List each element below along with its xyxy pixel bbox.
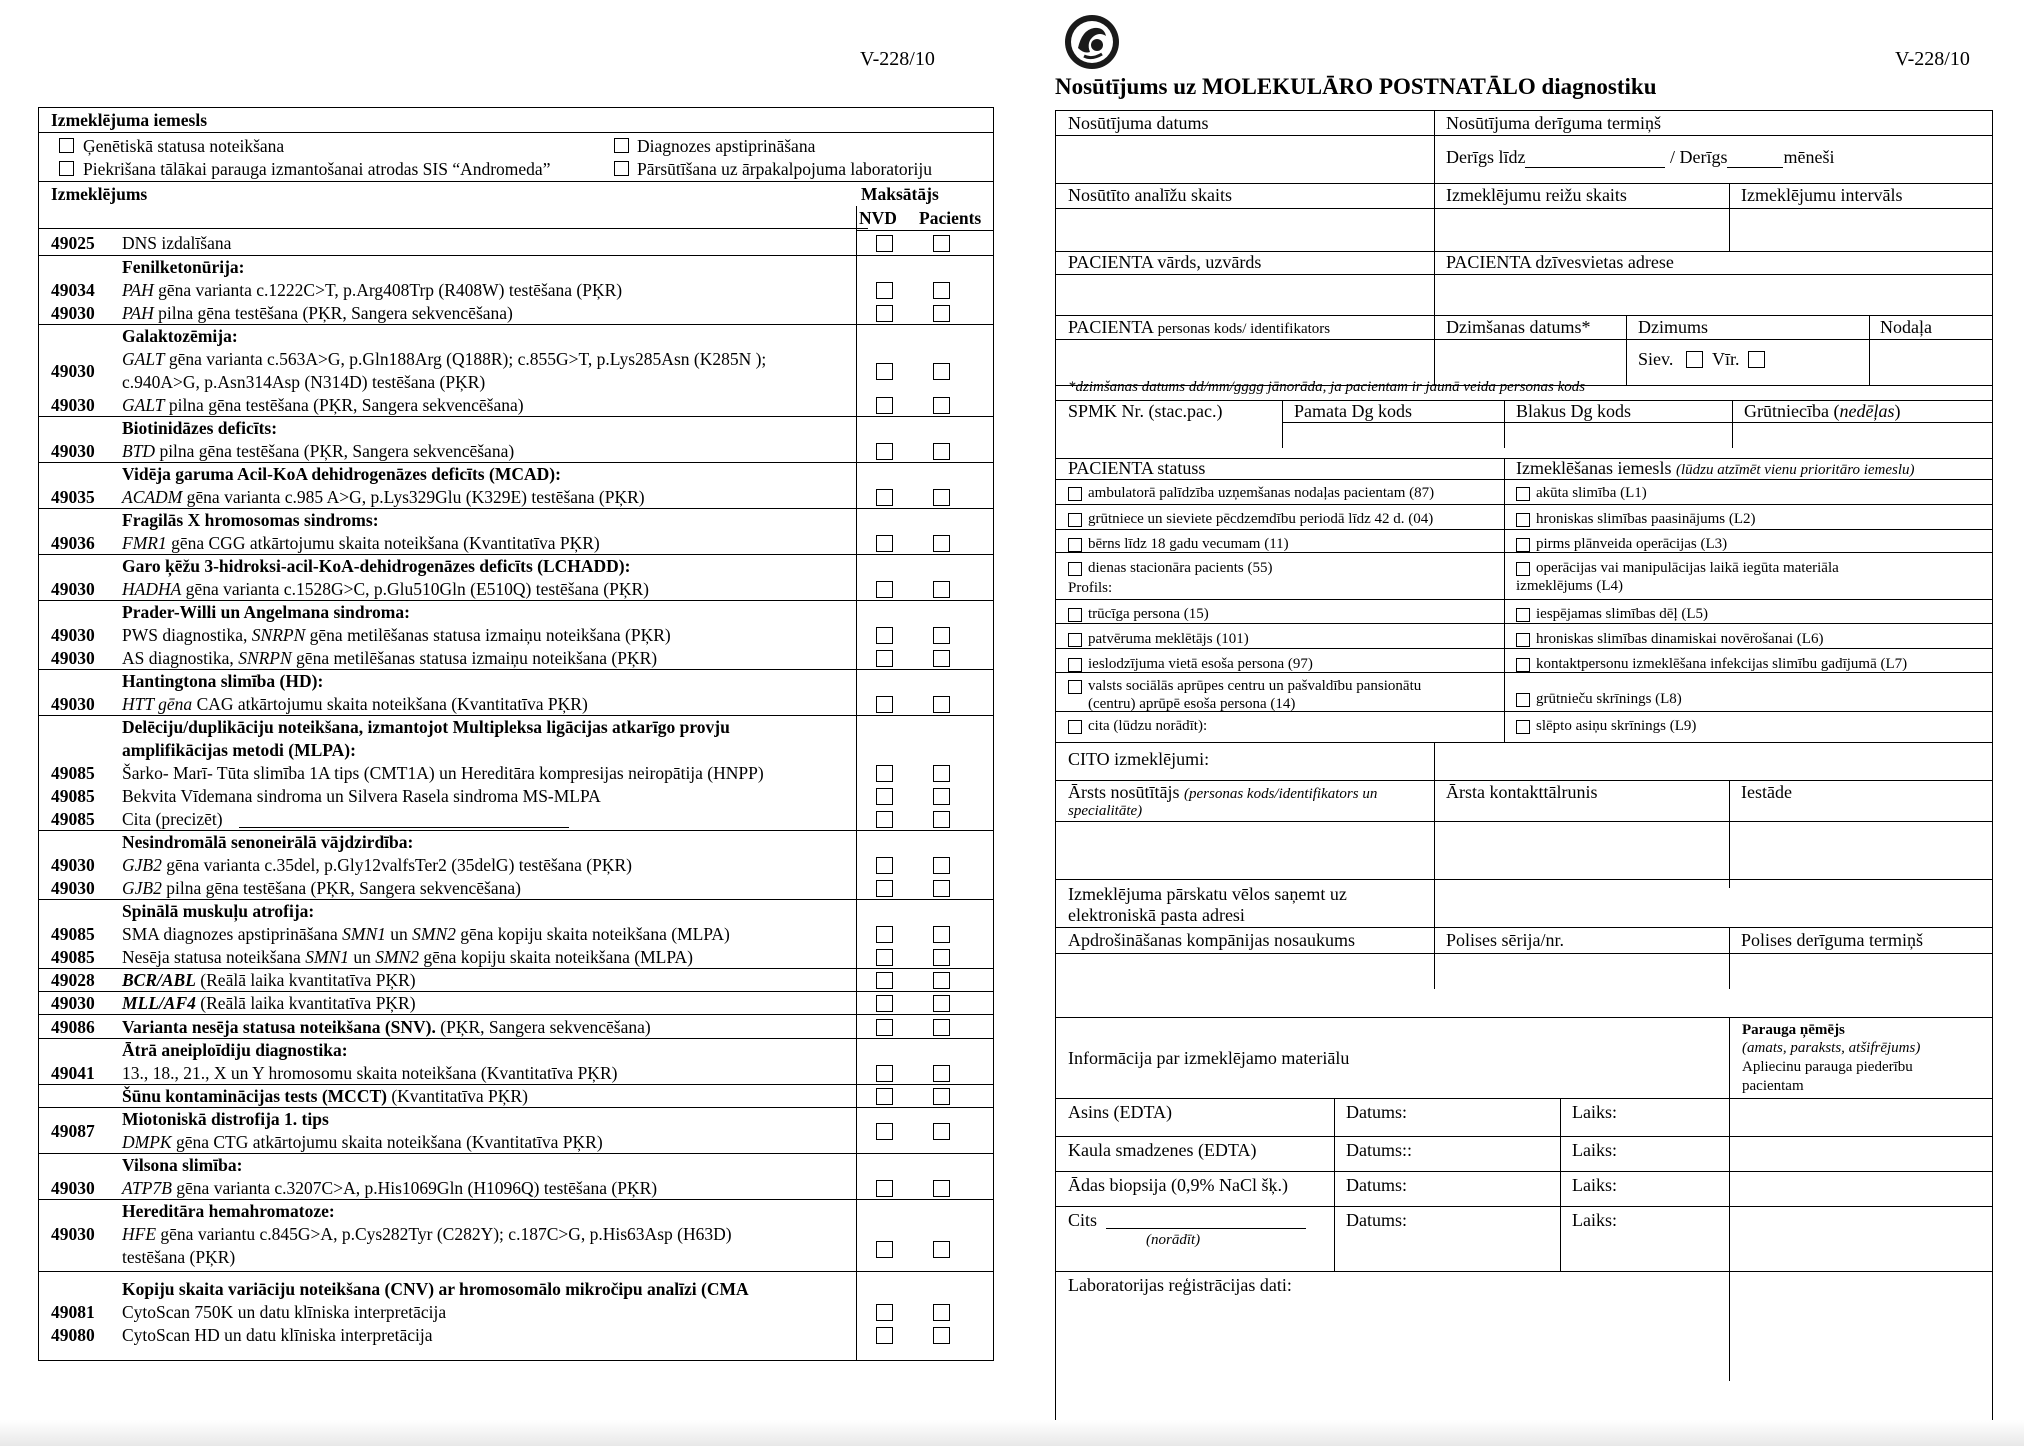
payer-header: Maksātājs bbox=[861, 184, 939, 204]
reason-item-0-checkbox[interactable] bbox=[1516, 487, 1530, 501]
payer-patient-checkbox[interactable] bbox=[933, 811, 950, 828]
payer-patient-checkbox[interactable] bbox=[933, 1088, 950, 1105]
payer-patient-checkbox[interactable] bbox=[933, 788, 950, 805]
lab-registration-label: Laboratorijas reģistrācijas dati: bbox=[1068, 1275, 1292, 1295]
reason-item-6-checkbox[interactable] bbox=[1516, 633, 1530, 647]
status-item-3-label: dienas stacionāra pacients (55) bbox=[1088, 560, 1273, 576]
reason-checkbox-genetic[interactable] bbox=[59, 138, 74, 153]
reason-option-genetic: Ģenētiskā statusa noteikšana bbox=[83, 136, 285, 156]
payer-nvd-checkbox[interactable] bbox=[876, 765, 893, 782]
cito-label: CITO izmeklējumi: bbox=[1068, 749, 1210, 769]
lchad-title: Garo ķēžu 3-hidroksi-acil-KoA-dehidrogenāzes deficīts (LCHADD): bbox=[122, 556, 631, 576]
hh-title: Hereditāra hemahromatoze: bbox=[122, 1201, 335, 1221]
page-shadow bbox=[0, 1420, 2024, 1446]
reason-item-1-checkbox[interactable] bbox=[1516, 513, 1530, 527]
payer-patient-checkbox[interactable] bbox=[933, 696, 950, 713]
an-title: Ātrā aneiploīdiju diagnostika: bbox=[122, 1040, 348, 1060]
payer-nvd-checkbox[interactable] bbox=[876, 305, 893, 322]
birth-date-label: Dzimšanas datums* bbox=[1446, 317, 1591, 337]
email-label-cont: elektroniskā pasta adresi bbox=[1068, 905, 1245, 925]
payer-patient-checkbox[interactable] bbox=[933, 880, 950, 897]
cnv-title: Kopiju skaita variāciju noteikšana (CNV) ar hromosomālo mikročipu analīzi (CMA bbox=[122, 1279, 749, 1299]
reason-item-3-checkbox[interactable] bbox=[1516, 562, 1530, 576]
dm-title: Miotoniskā distrofija 1. tips bbox=[122, 1109, 329, 1129]
reason-option-outsource: Pārsūtīšana uz ārpakalpojuma laboratoriju bbox=[637, 159, 932, 179]
status-item-5-label: trūcīga persona (15) bbox=[1088, 606, 1209, 622]
btd-title: Biotinidāzes deficīts: bbox=[122, 418, 278, 438]
material-name: Kaula smadzenes (EDTA) bbox=[1068, 1140, 1257, 1160]
reason-item-5-checkbox[interactable] bbox=[1516, 608, 1530, 622]
birth-note: *dzimšanas datums dd/mm/gggg jānorāda, ja pacientam ir jaunā veida personas kods bbox=[1068, 379, 1586, 395]
gender-male-checkbox[interactable] bbox=[1748, 351, 1765, 368]
payer-patient-checkbox[interactable] bbox=[933, 765, 950, 782]
status-item-7-label: ieslodzījuma vietā esoša persona (97) bbox=[1088, 656, 1313, 672]
institution-label: Iestāde bbox=[1741, 782, 1792, 802]
payer-nvd-checkbox[interactable] bbox=[876, 1180, 893, 1197]
reason-item-4-label: izmeklējums (L4) bbox=[1516, 578, 1624, 594]
status-item-10-label: cita (lūdzu norādīt): bbox=[1088, 718, 1208, 734]
reason-item-9-label: slēpto asiņu skrīnings (L9) bbox=[1536, 718, 1697, 734]
doctor-note: specialitāte) bbox=[1068, 803, 1143, 819]
reason-item-9-checkbox[interactable] bbox=[1516, 720, 1530, 734]
material-name: Cits bbox=[1068, 1210, 1098, 1230]
status-item-9-label: (centru) aprūpē esoša persona (14) bbox=[1088, 696, 1296, 712]
material-time-field[interactable]: Laiks: bbox=[1572, 1140, 1617, 1160]
status-item-2-label: bērns līdz 18 gadu vecumam (11) bbox=[1088, 536, 1289, 552]
patient-id-label: PACIENTA personas kods/ identifikators bbox=[1068, 317, 1331, 337]
department-label: Nodaļa bbox=[1880, 317, 1932, 337]
status-item-1-label: grūtniece un sieviete pēcdzemdību periodā līdz 42 d. (04) bbox=[1088, 511, 1434, 527]
payer-nvd-checkbox[interactable] bbox=[876, 363, 893, 380]
reason-item-6-label: hroniskas slimības dinamiskai novērošanai (L6) bbox=[1536, 631, 1824, 647]
payer-nvd-checkbox[interactable] bbox=[876, 696, 893, 713]
payer-patient-checkbox[interactable] bbox=[933, 995, 950, 1012]
exam-interval-label: Izmeklējumu intervāls bbox=[1741, 185, 1903, 205]
form-title: Nosūtījums uz MOLEKULĀRO POSTNATĀLO diagnostiku bbox=[1055, 74, 1657, 99]
payer-patient-checkbox[interactable] bbox=[933, 581, 950, 598]
reason-item-5-label: iespējamas slimības dēļ (L5) bbox=[1536, 606, 1709, 622]
payer-nvd-checkbox[interactable] bbox=[876, 1065, 893, 1082]
reason-item-2-label: pirms plānveida operācijas (L3) bbox=[1536, 536, 1728, 552]
material-name: Ādas biopsija (0,9% NaCl šķ.) bbox=[1068, 1175, 1288, 1195]
pw-title: Prader-Willi un Angelmana sindroma: bbox=[122, 602, 410, 622]
payer-nvd-checkbox[interactable] bbox=[876, 788, 893, 805]
exam-selection-panel: Izmeklējuma iemesls Ģenētiskā statusa noteikšana Diagnozes apstiprināšana Piekrišana tālākai parauga izmantošanai atrodas SIS “Andromeda” Pārsūtīšana uz ārpakalpojuma laboratoriju Izmeklējums Maksātājs NVD Pacients 49025 DNS izdalīšana Fenilketonūrija: 49034 PAH gēna varianta c.1222C>T, p.Arg408Trp (R408W) testēšana (PĶR) 49030 PAH pilna gēna testēšana (PĶR, Sangera sekvencēšana) Galaktozēmija: GALT gēna varianta c.563A>G, p.Gln188Arg (Q188R); c.855G>T, p.Lys285Asn (K285N ); 49030 c.940A>G, p.Asn314Asp (N314D) testēšana (PĶR) 49030 GALT pilna gēna testēšana (PĶR, Sangera sekvencēšana) Biotinidāzes deficīts: 49030 BTD pilna gēna testēšana (PĶR, Sangera sekvencēšana) Vidēja garuma Acil-KoA dehidrogenāzes deficīts (MCAD): 49035 ACADM gēna varianta c.985 A>G, p.Lys329Glu (K329E) testēšana (PĶR) Fragilās X hromosomas sindroms: 49036 FMR1 gēna CGG atkārtojumu skaita noteikšana (Kvantitatīva PĶR) Garo ķēžu 3-hidroksi-acil-KoA-dehidrogenāzes deficīts (LCHADD): 49030 HADHA gēna varianta c.1528G>C, p.Glu510Gln (E510Q) testēšana (PĶR) Prader-Willi un Angelmana sindroma: 49030 PWS diagnostika, SNRPN gēna metilēšanas statusa izmaiņu noteikšana (PĶR) 49030 AS diagnostika, SNRPN gēna metilēšanas statusa izmaiņu noteikšana (PĶR) Hantingtona slimība (HD): 49030 HTT gēna CAG atkārtojumu skaita noteikšana (Kvantitatīva PĶR) Delēciju/duplikāciju noteikšana, izmantojot Multipleksa ligācijas atkarīgo provju amplifikācijas metodi (MLPA): 49085 Šarko- Marī- Tūta slimība 1A tips (CMT1A) un Hereditāra kompresijas neiropātija (HNPP) 49085 Bekvita Vīdemana sindroma un Silvera Rasela sindroma MS-MLPA 49085 Cita (precizēt) Nesindromālā senoneirālā vājdzirdība: 49030 GJB2 gēna varianta c.35del, p.Gly12valfsTer2 (35delG) testēšana (PĶR) 49030 GJB2 pilna gēna testēšana (PĶR, Sangera sekvencēšana) Spinālā muskuļu atrofija: 49085 SMA diagnozes apstiprināšana SMN1 un SMN2 gēna kopiju skaita noteikšana (MLPA) 49085 Nesēja statusa noteikšana SMN1 un SMN2 gēna kopiju skaita noteikšana (MLPA) 49028 BCR/ABL (Reālā laika kvantitatīva PĶR) 49030 MLL/AF4 (Reālā laika kvantitatīva PĶR) 49086 Varianta nesēja statusa noteikšana (SNV). (PĶR, Sangera sekvencēšana) Ātrā aneiploīdiju diagnostika: 49041 13., 18., 21., X un Y hromosomu skaita noteikšana (Kvantitatīva PĶR) Šūnu kontaminācijas tests (MCCT) (Kvantitatīva PĶR) Miotoniskā distrofija 1. tips 49087 DMPK gēna CTG atkārtojumu skaita noteikšana (Kvantitatīva PĶR) Vilsona slimība: 49030 ATP7B gēna varianta c.3207C>A, p.His1069Gln (H1096Q) testēšana (PĶR) Hereditāra hemahromatoze: 49030 HFE gēna variantu c.845G>A, p.Cys282Tyr (C282Y); c.187C>G, p.His63Asp (H63D) testēšana (PĶR) Kopiju skaita variāciju noteikšana (CNV) ar hromosomālo mikročipu analīzi (CMA 49081 CytoScan 750K un datu klīniska interpretācija 49080 CytoScan HD un datu klīniska interpretācija bbox=[38, 107, 994, 1361]
payer-nvd-checkbox[interactable] bbox=[876, 443, 893, 460]
payer-patient-checkbox[interactable] bbox=[933, 1065, 950, 1082]
payer-nvd-checkbox[interactable] bbox=[876, 1327, 893, 1344]
payer-nvd-checkbox[interactable] bbox=[876, 1123, 893, 1140]
gender-label: Dzimums bbox=[1638, 317, 1708, 337]
form-code-left: V-228/10 bbox=[860, 48, 935, 70]
reason-item-0-label: akūta slimība (L1) bbox=[1536, 485, 1647, 501]
material-info-label: Informācija par izmeklējamo materiālu bbox=[1068, 1048, 1350, 1068]
payer-nvd-checkbox[interactable] bbox=[876, 581, 893, 598]
nsd-title: Nesindromālā senoneirālā vājdzirdība: bbox=[122, 832, 414, 852]
mlpa-title: Delēciju/duplikāciju noteikšana, izmantojot Multipleksa ligācijas atkarīgo provju bbox=[122, 717, 730, 737]
payer-patient-checkbox[interactable] bbox=[933, 857, 950, 874]
payer-nvd-checkbox[interactable] bbox=[876, 811, 893, 828]
payer-nvd-checkbox[interactable] bbox=[876, 972, 893, 989]
email-label: Izmeklējuma pārskatu vēlos saņemt uz bbox=[1068, 884, 1347, 904]
reason-item-2-checkbox[interactable] bbox=[1516, 538, 1530, 552]
analyses-count-label: Nosūtīto analīžu skaits bbox=[1068, 185, 1232, 205]
sampler-label: Parauga ņēmējs bbox=[1742, 1022, 1845, 1038]
payer-patient-header: Pacients bbox=[919, 208, 982, 228]
payer-nvd-checkbox[interactable] bbox=[876, 535, 893, 552]
policy-term-label: Polises derīguma termiņš bbox=[1741, 930, 1923, 950]
valid-until-field[interactable]: Derīgs līdz / Derīgs mēneši bbox=[1446, 147, 1835, 167]
payer-nvd-checkbox[interactable] bbox=[876, 926, 893, 943]
payer-patient-checkbox[interactable] bbox=[933, 235, 950, 252]
material-name: Asins (EDTA) bbox=[1068, 1102, 1173, 1122]
payer-patient-checkbox[interactable] bbox=[933, 305, 950, 322]
doctor-phone-label: Ārsta kontakttālrunis bbox=[1446, 782, 1598, 802]
status-item-7-checkbox[interactable] bbox=[1068, 658, 1082, 672]
referral-date-label: Nosūtījuma datums bbox=[1068, 113, 1209, 133]
hd-title: Hantingtona slimība (HD): bbox=[122, 671, 324, 691]
mcad-title: Vidēja garuma Acil-KoA dehidrogenāzes deficīts (MCAD): bbox=[122, 464, 561, 484]
material-date-field[interactable]: Datums: bbox=[1346, 1175, 1407, 1195]
pregnancy-label: Grūtniecība (nedēļas) bbox=[1744, 401, 1901, 421]
payer-nvd-checkbox[interactable] bbox=[876, 1019, 893, 1036]
status-item-6-label: patvēruma meklētājs (101) bbox=[1088, 631, 1249, 647]
payer-nvd-checkbox[interactable] bbox=[876, 650, 893, 667]
doctor-label: Ārsts nosūtītājs (personas kods/identifikators un bbox=[1068, 782, 1378, 802]
reason-item-8-checkbox[interactable] bbox=[1516, 693, 1530, 707]
sampler-confirm-cont: pacientam bbox=[1742, 1078, 1804, 1094]
patient-name-label: PACIENTA vārds, uzvārds bbox=[1068, 252, 1262, 272]
payer-patient-checkbox[interactable] bbox=[933, 972, 950, 989]
reason-checkbox-outsource[interactable] bbox=[614, 161, 629, 176]
status-item-4-label: Profils: bbox=[1068, 580, 1113, 596]
other-note: (norādīt) bbox=[1146, 1232, 1201, 1248]
material-date-field[interactable]: Datums: bbox=[1346, 1210, 1407, 1230]
reason-label: Izmeklēšanas iemesls (lūdzu atzīmēt vienu prioritāro iemeslu) bbox=[1516, 458, 1915, 478]
gender-male-label: Vīr. bbox=[1712, 349, 1740, 369]
payer-nvd-checkbox[interactable] bbox=[876, 397, 893, 414]
payer-nvd-checkbox[interactable] bbox=[876, 1088, 893, 1105]
sampler-confirm: Apliecinu parauga piederību bbox=[1742, 1059, 1913, 1075]
payer-patient-checkbox[interactable] bbox=[933, 1019, 950, 1036]
payer-patient-checkbox[interactable] bbox=[933, 489, 950, 506]
payer-patient-checkbox[interactable] bbox=[933, 627, 950, 644]
payer-nvd-header: NVD bbox=[859, 208, 897, 228]
pku-title: Fenilketonūrija: bbox=[122, 257, 245, 277]
spmk-label: SPMK Nr. (stac.pac.) bbox=[1068, 401, 1223, 421]
payer-nvd-checkbox[interactable] bbox=[876, 949, 893, 966]
payer-patient-checkbox[interactable] bbox=[933, 926, 950, 943]
status-item-10-checkbox[interactable] bbox=[1068, 720, 1082, 734]
payer-patient-checkbox[interactable] bbox=[933, 1304, 950, 1321]
status-item-0-label: ambulatorā palīdzība uzņemšanas nodaļas pacientam (87) bbox=[1088, 485, 1435, 501]
payer-patient-checkbox[interactable] bbox=[933, 1241, 950, 1258]
payer-nvd-checkbox[interactable] bbox=[876, 1241, 893, 1258]
reason-item-1-label: hroniskas slimības paasinājums (L2) bbox=[1536, 511, 1756, 527]
payer-nvd-checkbox[interactable] bbox=[876, 880, 893, 897]
status-item-8-label: valsts sociālās aprūpes centru un pašvaldību pansionātu bbox=[1088, 678, 1422, 694]
payer-nvd-checkbox[interactable] bbox=[876, 1304, 893, 1321]
validity-label: Nosūtījuma derīguma termiņš bbox=[1446, 113, 1661, 133]
patient-address-label: PACIENTA dzīvesvietas adrese bbox=[1446, 252, 1674, 272]
payer-patient-checkbox[interactable] bbox=[933, 650, 950, 667]
payer-nvd-checkbox[interactable] bbox=[876, 627, 893, 644]
status-item-8-checkbox[interactable] bbox=[1068, 680, 1082, 694]
payer-nvd-checkbox[interactable] bbox=[876, 857, 893, 874]
material-date-field[interactable]: Datums:: bbox=[1346, 1140, 1412, 1160]
policy-label: Polises sērija/nr. bbox=[1446, 930, 1564, 950]
sampler-note: (amats, paraksts, atšifrējums) bbox=[1742, 1040, 1921, 1056]
medical-logo-icon bbox=[1064, 14, 1120, 70]
status-item-2-checkbox[interactable] bbox=[1068, 538, 1082, 552]
status-item-3-checkbox[interactable] bbox=[1068, 562, 1082, 576]
side-dg-label: Blakus Dg kods bbox=[1516, 401, 1632, 421]
exam-times-label: Izmeklējumu reižu skaits bbox=[1446, 185, 1627, 205]
insurer-label: Apdrošināšanas kompānijas nosaukums bbox=[1068, 930, 1355, 950]
payer-nvd-checkbox[interactable] bbox=[876, 995, 893, 1012]
material-date-field[interactable]: Datums: bbox=[1346, 1102, 1407, 1122]
main-dg-label: Pamata Dg kods bbox=[1294, 401, 1412, 421]
reason-item-7-checkbox[interactable] bbox=[1516, 658, 1530, 672]
status-item-1-checkbox[interactable] bbox=[1068, 513, 1082, 527]
reason-item-3-label: operācijas vai manipulācijas laikā iegūta materiāla bbox=[1536, 560, 1839, 576]
payer-patient-checkbox[interactable] bbox=[933, 1327, 950, 1344]
gender-female-checkbox[interactable] bbox=[1686, 351, 1703, 368]
material-time-field[interactable]: Laiks: bbox=[1572, 1175, 1617, 1195]
payer-patient-checkbox[interactable] bbox=[933, 397, 950, 414]
wilson-title: Vilsona slimība: bbox=[122, 1155, 243, 1175]
payer-patient-checkbox[interactable] bbox=[933, 443, 950, 460]
form-code-right: V-228/10 bbox=[1895, 48, 1970, 70]
reason-option-consent: Piekrišana tālākai parauga izmantošanai atrodas SIS “Andromeda” bbox=[83, 159, 551, 179]
gal-title: Galaktozēmija: bbox=[122, 326, 238, 346]
payer-patient-checkbox[interactable] bbox=[933, 949, 950, 966]
reason-option-diagnosis: Diagnozes apstiprināšana bbox=[637, 136, 816, 156]
reason-item-7-label: kontaktpersonu izmeklēšana infekcijas slimību gadījumā (L7) bbox=[1536, 656, 1908, 672]
status-item-0-checkbox[interactable] bbox=[1068, 487, 1082, 501]
payer-patient-checkbox[interactable] bbox=[933, 282, 950, 299]
status-item-5-checkbox[interactable] bbox=[1068, 608, 1082, 622]
gender-female-label: Siev. bbox=[1638, 349, 1674, 369]
material-time-field[interactable]: Laiks: bbox=[1572, 1102, 1617, 1122]
reason-checkbox-diagnosis[interactable] bbox=[614, 138, 629, 153]
payer-patient-checkbox[interactable] bbox=[933, 1123, 950, 1140]
reason-checkbox-consent[interactable] bbox=[59, 161, 74, 176]
patient-status-label: PACIENTA statuss bbox=[1068, 458, 1206, 478]
reason-title: Izmeklējuma iemesls bbox=[51, 110, 208, 130]
payer-nvd-checkbox[interactable] bbox=[876, 489, 893, 506]
status-item-6-checkbox[interactable] bbox=[1068, 633, 1082, 647]
exam-header: Izmeklējums bbox=[51, 184, 148, 204]
payer-patient-checkbox[interactable] bbox=[933, 535, 950, 552]
payer-nvd-checkbox[interactable] bbox=[876, 282, 893, 299]
material-time-field[interactable]: Laiks: bbox=[1572, 1210, 1617, 1230]
payer-patient-checkbox[interactable] bbox=[933, 363, 950, 380]
sma-title: Spinālā muskuļu atrofija: bbox=[122, 901, 315, 921]
mlpa-title-cont: amplifikācijas metodi (MLPA): bbox=[122, 740, 356, 760]
fx-title: Fragilās X hromosomas sindroms: bbox=[122, 510, 379, 530]
reason-item-8-label: grūtnieču skrīnings (L8) bbox=[1536, 691, 1682, 707]
referral-form-panel bbox=[1055, 110, 1993, 1428]
payer-patient-checkbox[interactable] bbox=[933, 1180, 950, 1197]
payer-nvd-checkbox[interactable] bbox=[876, 235, 893, 252]
